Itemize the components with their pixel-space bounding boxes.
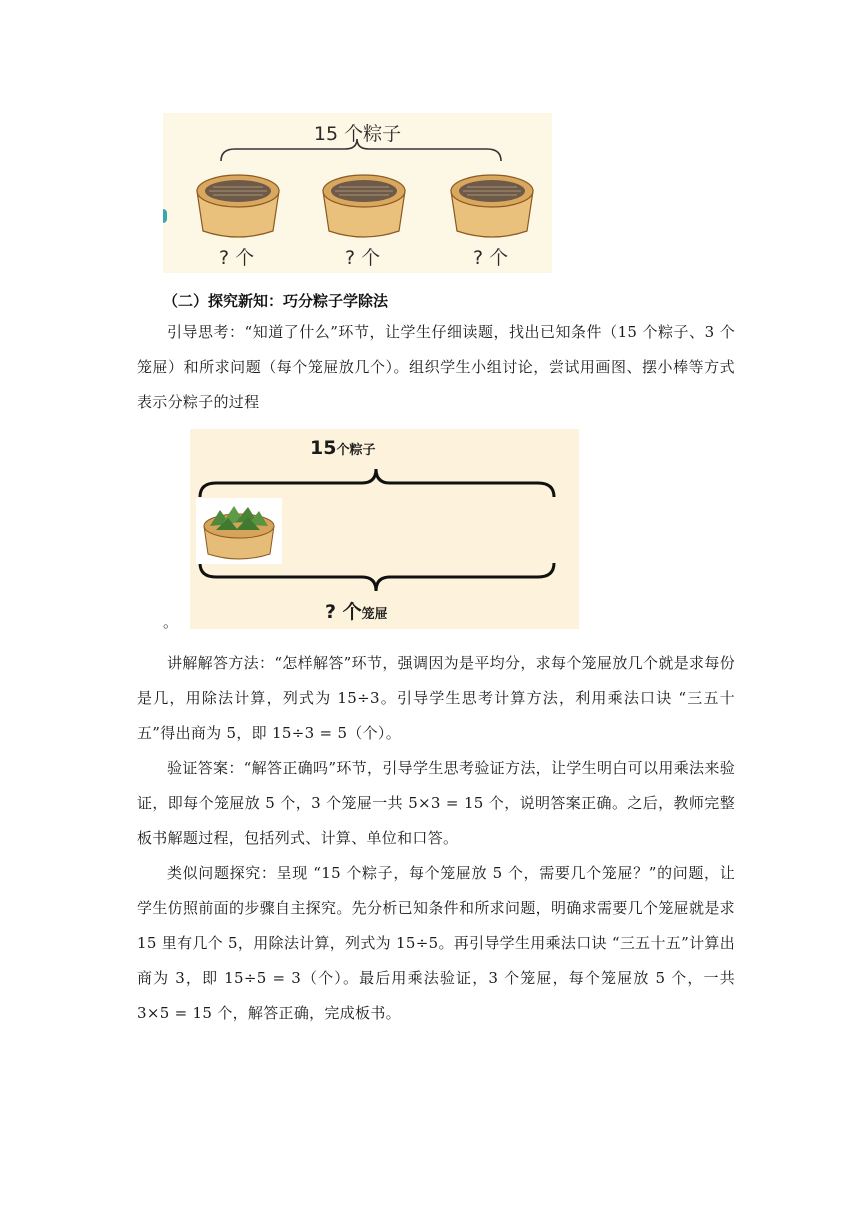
figure2-question-mark: ? xyxy=(325,601,337,623)
section-title: （二）探究新知：巧分粽子学除法 xyxy=(163,292,389,310)
steamer-icon-1 xyxy=(197,175,279,237)
paragraph-solution-method: 讲解解答方法：“怎样解答”环节，强调因为是平均分，求每个笼屉放几个就是求每份是几，用除法计算，列式为 15÷3。引导学生思考计算方法，利用乘法口诀 “三五十五”得出商为 5，即 15÷3 = 5（个）。 xyxy=(137,654,735,742)
steamer-icon-3 xyxy=(451,175,533,237)
figure2-top-brace xyxy=(200,469,554,497)
figure1-title: 15 个粽子 xyxy=(313,123,402,145)
paragraph-verify-answer: 验证答案：“解答正确吗”环节，引导学生思考验证方法，让学生明白可以用乘法来验证，即每个笼屉放 5 个，3 个笼屉一共 5×3 = 15 个，说明答案正确。之后，教师完整板书解题过程，包括列式、计算、单位和口答。 xyxy=(137,759,735,847)
figure-braced-steamer xyxy=(190,429,579,629)
figure2-trailing-mark: 。 xyxy=(163,613,179,631)
zongzi-steamer-icon xyxy=(196,498,282,564)
steamer-label-2: ? 个 xyxy=(345,247,381,269)
paragraph-similar-problem: 类似问题探究：呈现 “15 个粽子，每个笼屉放 5 个，需要几个笼屉？”的问题，让学生仿照前面的步骤自主探究。先分析已知条件和所求问题，明确求需要几个笼屉就是求 15 里有几个 5，用除法计算，列式为 15÷5。再引导学生用乘法口诀 “三五十五”计算出商为 3，即 15÷5 = 3（个）。最后用乘法验证，3 个笼屉，每个笼屉放 5 个，一共 3×5 = 15 个，解答正确，完成板书。 xyxy=(137,864,735,1022)
steamer-icon-2 xyxy=(323,175,405,237)
figure2-bottom-label xyxy=(325,597,388,624)
figure1-edge-mark xyxy=(163,209,167,223)
paragraph-guided-thinking: 引导思考：“知道了什么”环节，让学生仔细读题，找出已知条件（15 个粽子、3 个笼屉）和所求问题（每个笼屉放几个）。组织学生小组讨论，尝试用画图、摆小棒等方式表示分粽子的过程 xyxy=(137,323,735,411)
figure2-bottom-brace xyxy=(200,563,554,591)
figure1-brace xyxy=(221,139,501,161)
steamer-label-3: ? 个 xyxy=(473,247,509,269)
zongzi-steamer-image xyxy=(196,498,282,564)
steamer-label-1: ? 个 xyxy=(219,247,255,269)
figure2-title-text: 个粽子 xyxy=(336,443,376,458)
figure2-title-number: 15 xyxy=(310,437,337,459)
figure-three-steamers xyxy=(163,113,552,273)
figure2-bottom-text: 笼屉 xyxy=(361,607,388,622)
figure2-unit: 个 xyxy=(336,601,362,623)
